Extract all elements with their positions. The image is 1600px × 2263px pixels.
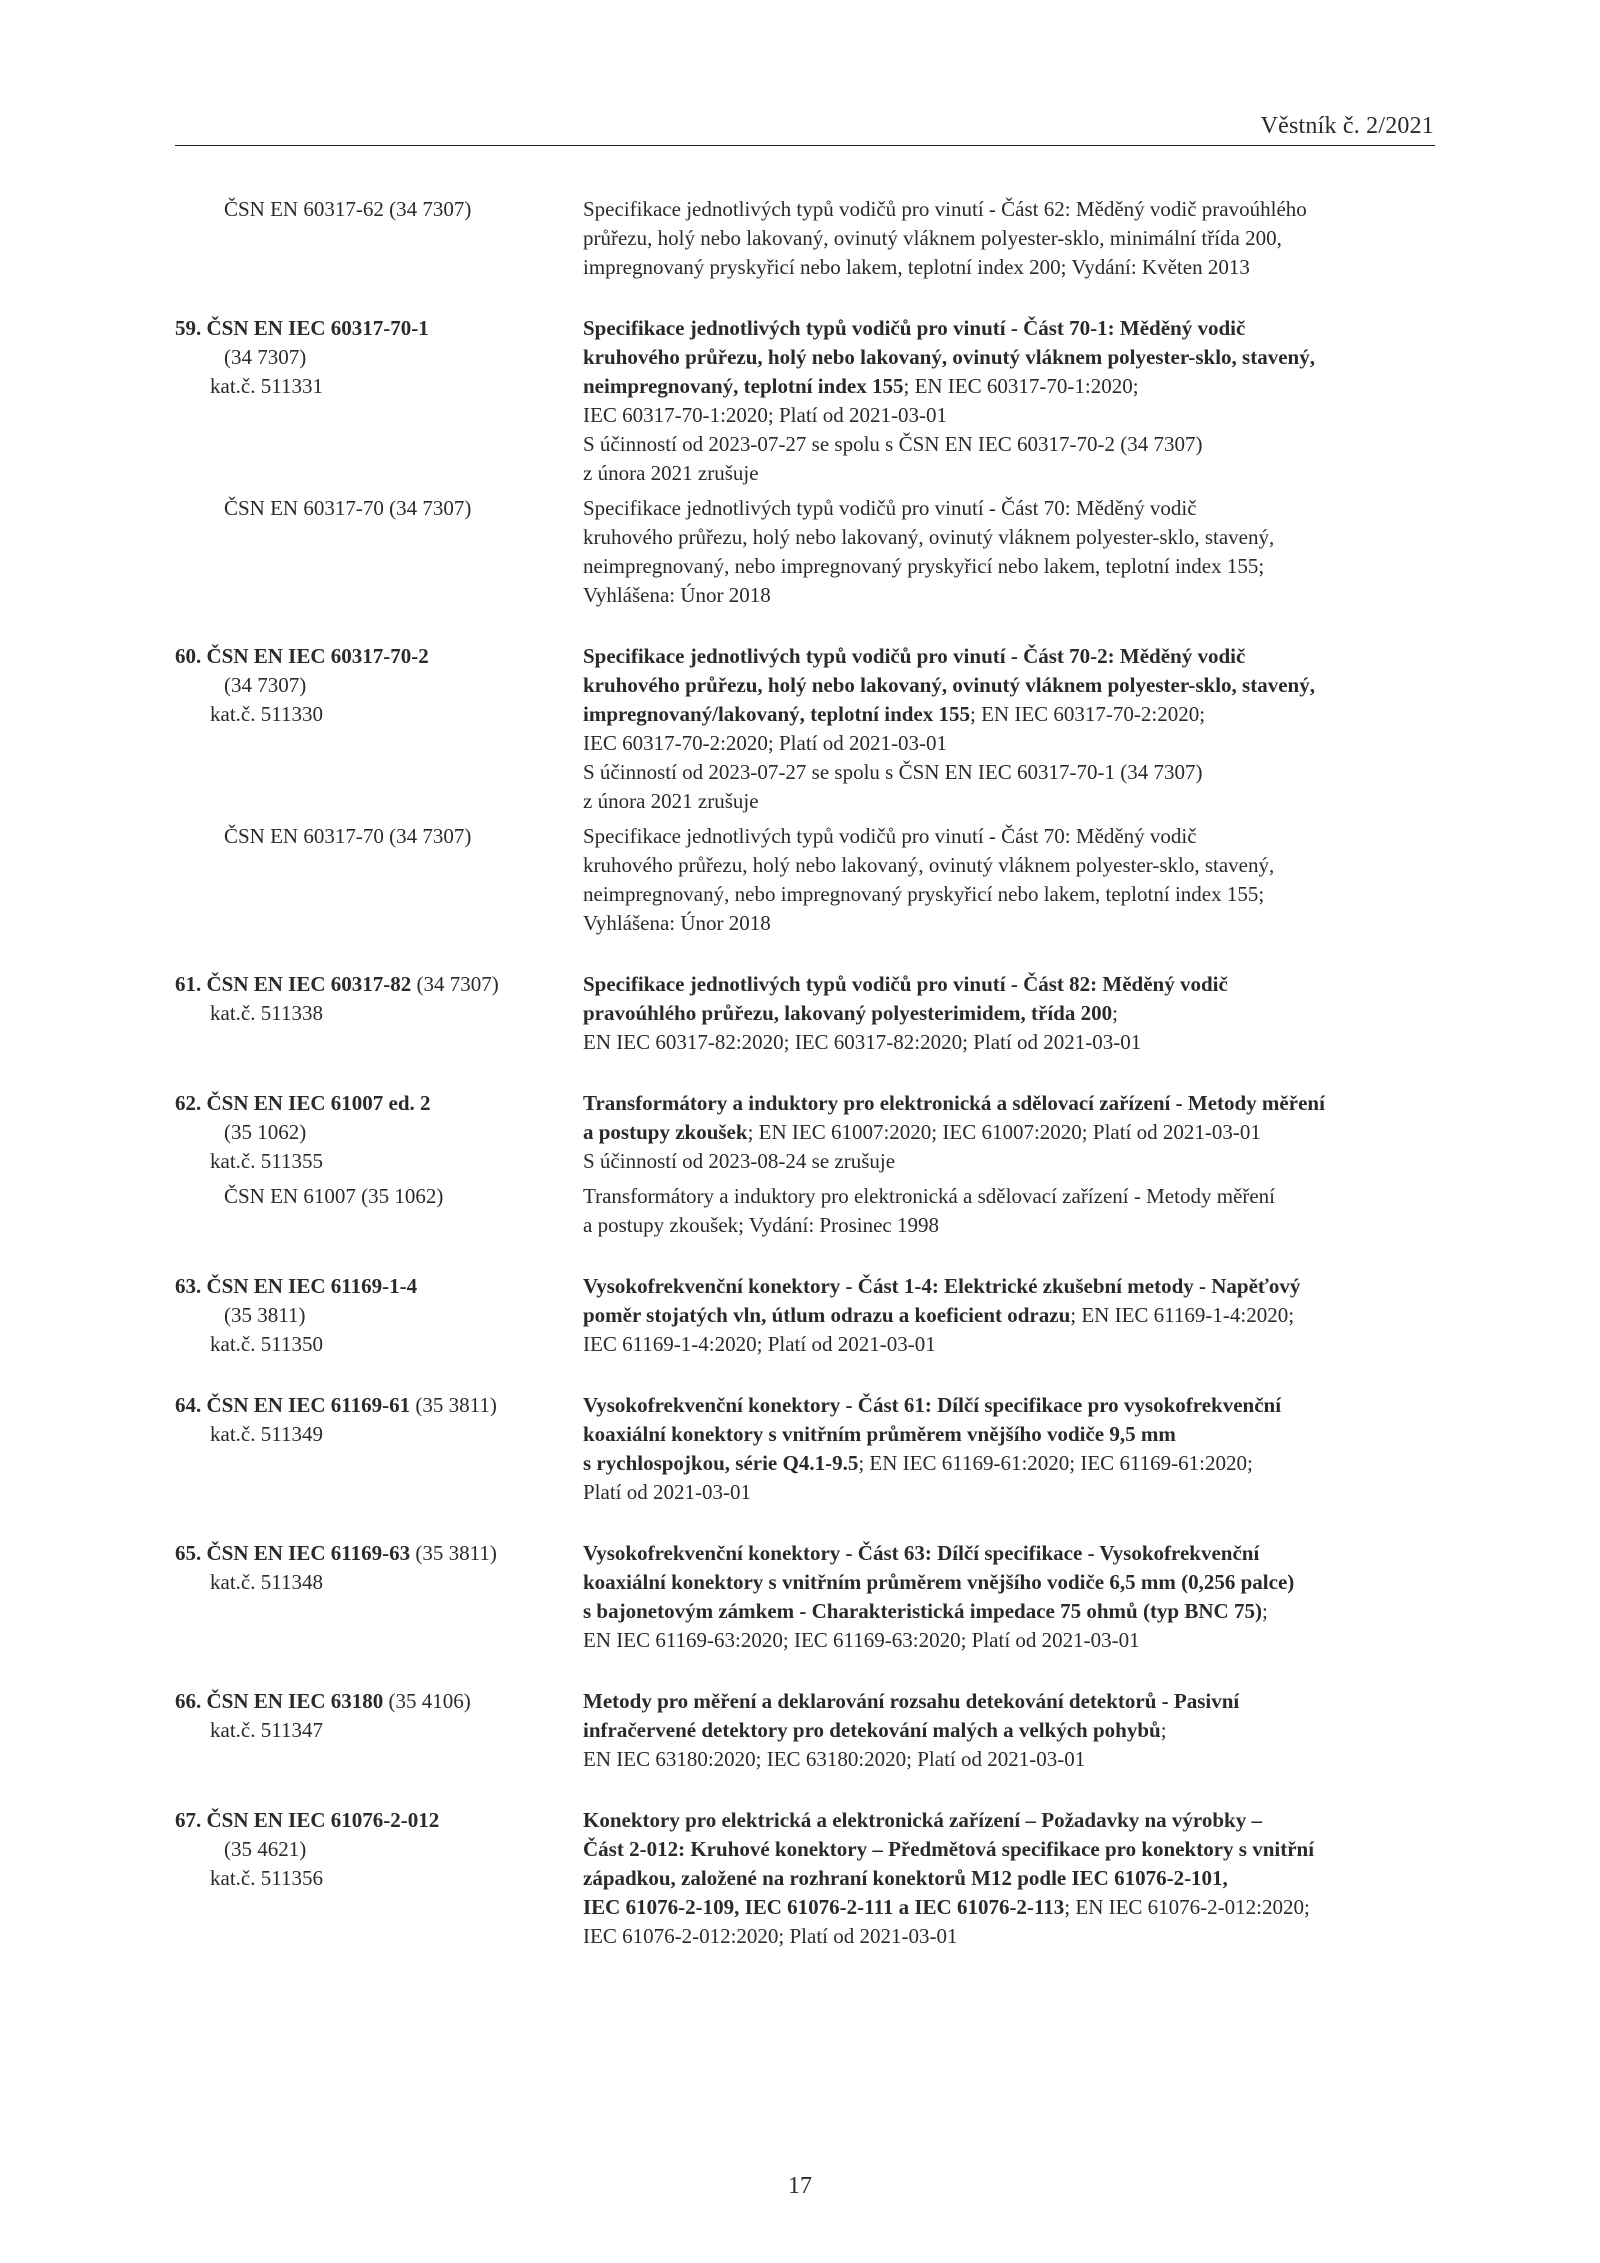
bulletin-issue: Věstník č. 2/2021 [1260,113,1434,139]
catalog-number: kat.č. 511331 [210,374,323,398]
entry-62 [175,1089,1435,1240]
standard-description: Vysokofrekvenční konektory - Část 1-4: Elektrické zkušební metody - Napěťový poměr stojatých vln, útlum odrazu a koeficient odrazu; EN IEC 61169-1-4:2020; IEC 61169-1-4:2020; Platí od 2021-03-01 [583,1274,1301,1356]
catalog-number: kat.č. 511356 [210,1866,323,1890]
standard-code: ČSN EN IEC 61007 ed. 2 [206,1091,431,1115]
classification-number: (35 3811) [410,1541,497,1565]
catalog-number: kat.č. 511355 [210,1149,323,1173]
standard-code: ČSN EN IEC 63180 [206,1689,384,1713]
entry-number: 63. [175,1274,202,1298]
page-number: 17 [788,2173,812,2199]
entry-64 [175,1391,1435,1507]
standard-code: ČSN EN IEC 60317-70-2 [206,644,429,668]
entry-number: 62. [175,1091,202,1115]
entry-63 [175,1272,1435,1359]
replaced-standard [175,822,1435,938]
standard-code: ČSN EN IEC 60317-82 [206,972,412,996]
standard-code: ČSN EN IEC 61076-2-012 [206,1808,440,1832]
entry-number: 66. [175,1689,202,1713]
standard-description: Specifikace jednotlivých typů vodičů pro vinutí - Část 82: Měděný vodič pravoúhlého průřezu, lakovaný polyesterimidem, třída 200; EN IEC 60317-82:2020; IEC 60317-82:2020; Platí od 2021-03-01 [583,972,1228,1054]
standard-description: Metody pro měření a deklarování rozsahu detekování detektorů - Pasivní infračervené detektory pro detekování malých a velkých pohybů; EN IEC 63180:2020; IEC 63180:2020; Platí od 2021-03-01 [583,1689,1240,1771]
classification-number: (34 7307) [224,673,307,697]
standard-id [175,1272,583,1359]
classification-number: (35 3811) [410,1393,497,1417]
standard-id [175,1391,583,1507]
standard-id [175,970,583,1057]
replaced-code: ČSN EN 60317-70 (34 7307) [224,496,472,520]
standard-id [175,1539,583,1655]
entry-number: 59. [175,316,202,340]
standard-description: Specifikace jednotlivých typů vodičů pro vinutí - Část 70-1: Měděný vodič kruhového průřezu, holý nebo lakovaný, ovinutý vláknem polyester-sklo, stavený, neimpregnovaný, teplotní index 155; EN IEC 60317-70-1:2020; IEC 60317-70-1:2020; Platí od 2021-03-01 S účinností od 2023-07-27 se spolu s ČSN EN IEC 60317-70-2 (34 7307) z února 2021 zrušuje [583,316,1315,485]
replaced-code: ČSN EN 60317-70 (34 7307) [224,824,472,848]
entry-60 [175,642,1435,938]
standard-description: Konektory pro elektrická a elektronická zařízení – Požadavky na výrobky – Část 2-012: Kruhové konektory – Předmětová specifikace pro konektory s vnitřní západkou, založené na rozhraní konektorů M12 podle IEC 61076-2-101, IEC 61076-2-109, IEC 61076-2-111 a IEC 61076-2-113; EN IEC 61076-2-012:2020; IEC 61076-2-012:2020; Platí od 2021-03-01 [583,1808,1315,1948]
standard-id [175,1687,583,1774]
catalog-number: kat.č. 511350 [210,1332,323,1356]
standard-code: ČSN EN IEC 61169-1-4 [206,1274,418,1298]
standard-code: ČSN EN IEC 61169-61 [206,1393,411,1417]
standard-code: ČSN EN IEC 61169-63 [206,1541,411,1565]
replaced-standard [175,1182,1435,1240]
catalog-number: kat.č. 511330 [210,702,323,726]
standard-id [175,1089,583,1176]
entry-58-continuation [175,195,1435,282]
entry-61 [175,970,1435,1057]
entry-66 [175,1687,1435,1774]
header-divider [175,145,1435,146]
catalog-number: kat.č. 511347 [210,1718,323,1742]
replaced-standard [175,494,1435,610]
classification-number: (35 1062) [224,1120,307,1144]
catalog-number: kat.č. 511349 [210,1422,323,1446]
replaced-description: Specifikace jednotlivých typů vodičů pro vinutí - Část 70: Měděný vodič kruhového průřezu, holý nebo lakovaný, ovinutý vláknem polyester-sklo, stavený, neimpregnovaný, nebo impregnovaný pryskyřicí nebo lakem, teplotní index 155; Vyhlášena: Únor 2018 [583,496,1275,607]
entry-67 [175,1806,1435,1951]
replaced-standard [175,195,1435,282]
catalog-number: kat.č. 511338 [210,1001,323,1025]
classification-number: (35 4106) [383,1689,471,1713]
standard-description: Vysokofrekvenční konektory - Část 61: Dílčí specifikace pro vysokofrekvenční koaxiální konektory s vnitřním průměrem vnějšího vodiče 9,5 mm s rychlospojkou, série Q4.1-9.5; EN IEC 61169-61:2020; IEC 61169-61:2020; Platí od 2021-03-01 [583,1393,1282,1504]
classification-number: (35 3811) [224,1303,306,1327]
catalog-number: kat.č. 511348 [210,1570,323,1594]
entry-number: 67. [175,1808,202,1832]
classification-number: (34 7307) [411,972,499,996]
replaced-description: Specifikace jednotlivých typů vodičů pro vinutí - Část 70: Měděný vodič kruhového průřezu, holý nebo lakovaný, ovinutý vláknem polyester-sklo, stavený, neimpregnovaný, nebo impregnovaný pryskyřicí nebo lakem, teplotní index 155; Vyhlášena: Únor 2018 [583,824,1275,935]
standard-description: Vysokofrekvenční konektory - Část 63: Dílčí specifikace - Vysokofrekvenční koaxiální konektory s vnitřním průměrem vnějšího vodiče 6,5 mm (0,256 palce) s bajonetovým zámkem - Charakteristická impedace 75 ohmů (typ BNC 75); EN IEC 61169-63:2020; IEC 61169-63:2020; Platí od 2021-03-01 [583,1541,1295,1652]
replaced-code: ČSN EN 60317-62 (34 7307) [224,197,472,221]
entry-59 [175,314,1435,610]
replaced-code: ČSN EN 61007 (35 1062) [224,1184,444,1208]
standard-code: ČSN EN IEC 60317-70-1 [206,316,429,340]
standard-description: Specifikace jednotlivých typů vodičů pro vinutí - Část 70-2: Měděný vodič kruhového průřezu, holý nebo lakovaný, ovinutý vláknem polyester-sklo, stavený, impregnovaný/lakovaný, teplotní index 155; EN IEC 60317-70-2:2020; IEC 60317-70-2:2020; Platí od 2021-03-01 S účinností od 2023-07-27 se spolu s ČSN EN IEC 60317-70-1 (34 7307) z února 2021 zrušuje [583,644,1315,813]
standard-id [175,314,583,488]
standards-list [175,195,1435,1983]
replaced-description: Transformátory a induktory pro elektronická a sdělovací zařízení - Metody měření a postupy zkoušek; Vydání: Prosinec 1998 [583,1184,1275,1237]
entry-number: 64. [175,1393,202,1417]
standard-id [175,1806,583,1951]
classification-number: (35 4621) [224,1837,307,1861]
entry-number: 60. [175,644,202,668]
entry-number: 61. [175,972,202,996]
standard-description: Transformátory a induktory pro elektronická a sdělovací zařízení - Metody měření a postupy zkoušek; EN IEC 61007:2020; IEC 61007:2020; Platí od 2021-03-01 S účinností od 2023-08-24 se zrušuje [583,1091,1325,1173]
replaced-description: Specifikace jednotlivých typů vodičů pro vinutí - Část 62: Měděný vodič pravoúhlého průřezu, holý nebo lakovaný, ovinutý vláknem polyester-sklo, minimální třída 200, impregnovaný pryskyřicí nebo lakem, teplotní index 200; Vydání: Květen 2013 [583,197,1307,279]
standard-id [175,642,583,816]
entry-65 [175,1539,1435,1655]
classification-number: (34 7307) [224,345,307,369]
entry-number: 65. [175,1541,202,1565]
